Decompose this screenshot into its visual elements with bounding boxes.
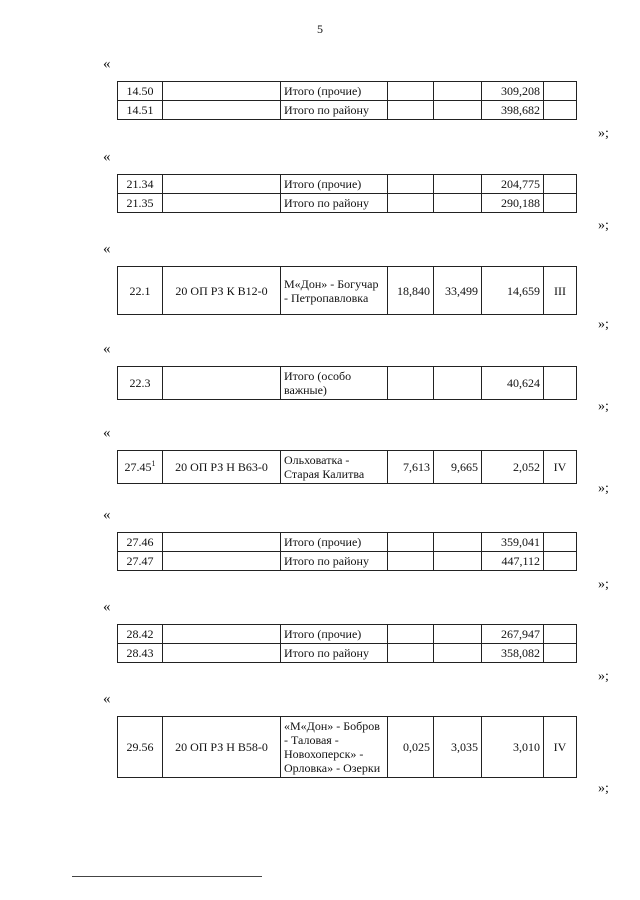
row-number-text: 21.34 <box>126 177 154 191</box>
road-name-text: Ольховатка - Старая Калитва <box>284 453 365 481</box>
value-length-text: 358,082 <box>501 646 540 660</box>
close-quote: »; <box>598 669 609 684</box>
value-end-text: 9,665 <box>451 460 478 474</box>
road-name <box>281 267 388 315</box>
road-category <box>544 533 577 552</box>
close-quote: »; <box>598 126 609 141</box>
open-quote: « <box>103 425 111 441</box>
table-row <box>118 533 577 552</box>
value-start <box>388 367 434 400</box>
value-start <box>388 552 434 571</box>
open-quote: « <box>103 691 111 707</box>
road-code-text: 20 ОП РЗ Н В58-0 <box>175 740 268 754</box>
road-table <box>117 716 577 778</box>
table-row <box>118 552 577 571</box>
open-quote: « <box>103 507 111 523</box>
road-name <box>281 175 388 194</box>
road-category <box>544 82 577 101</box>
road-name-text: Итого (прочие) <box>284 627 362 641</box>
page-number: 5 <box>317 22 323 36</box>
road-name <box>281 717 388 778</box>
table-row <box>118 644 577 663</box>
value-length-text: 3,010 <box>513 740 540 754</box>
row-number <box>118 451 163 484</box>
value-end <box>434 82 482 101</box>
value-length-text: 309,208 <box>501 84 540 98</box>
table-row <box>118 82 577 101</box>
value-length-text: 204,775 <box>501 177 540 191</box>
value-end <box>434 451 482 484</box>
row-number <box>118 82 163 101</box>
value-length <box>482 367 544 400</box>
road-code <box>163 267 281 315</box>
table-row <box>118 267 577 315</box>
row-number-text: 27.47 <box>126 554 154 568</box>
table-row <box>118 717 577 778</box>
open-quote: « <box>103 149 111 165</box>
value-end-text: 33,499 <box>445 283 478 298</box>
road-name-text: Итого по району <box>284 554 369 568</box>
table-row <box>118 194 577 213</box>
road-code <box>163 533 281 552</box>
table-row <box>118 175 577 194</box>
table-row <box>118 101 577 120</box>
road-name-text: Итого (прочие) <box>284 84 362 98</box>
road-category <box>544 194 577 213</box>
value-length <box>482 451 544 484</box>
value-end <box>434 194 482 213</box>
road-category <box>544 625 577 644</box>
value-start-text: 0,025 <box>403 740 430 754</box>
value-length <box>482 175 544 194</box>
value-length <box>482 533 544 552</box>
value-length-text: 2,052 <box>513 460 540 474</box>
road-name <box>281 552 388 571</box>
row-number-text: 14.51 <box>126 103 154 117</box>
row-number-text: 27.45 <box>124 460 152 474</box>
row-number-text: 14.50 <box>126 84 154 98</box>
row-number <box>118 552 163 571</box>
row-number-text: 21.35 <box>126 196 154 210</box>
table-row <box>118 367 577 400</box>
value-start <box>388 451 434 484</box>
road-code <box>163 552 281 571</box>
road-name <box>281 451 388 484</box>
value-end <box>434 625 482 644</box>
value-start-text: 18,840 <box>397 283 430 298</box>
road-name-text: Итого (прочие) <box>284 535 362 549</box>
road-name <box>281 533 388 552</box>
value-length <box>482 644 544 663</box>
road-code <box>163 101 281 120</box>
row-number-superscript: 1 <box>151 459 156 468</box>
value-length <box>482 82 544 101</box>
row-number <box>118 625 163 644</box>
value-start <box>388 175 434 194</box>
value-end <box>434 644 482 663</box>
road-code <box>163 82 281 101</box>
road-code-text: 20 ОП РЗ К В12-0 <box>175 283 268 298</box>
close-quote: »; <box>598 577 609 592</box>
value-length-text: 447,112 <box>501 554 540 568</box>
road-name-text: Итого (особо важные) <box>284 369 352 397</box>
close-quote: »; <box>598 781 609 796</box>
value-end <box>434 717 482 778</box>
value-length-text: 398,682 <box>501 103 540 117</box>
road-name-text: Итого по району <box>284 646 369 660</box>
road-category <box>544 552 577 571</box>
footer-rule <box>72 876 262 877</box>
value-start <box>388 194 434 213</box>
close-quote: »; <box>598 399 609 414</box>
value-end <box>434 552 482 571</box>
value-end <box>434 533 482 552</box>
road-code <box>163 625 281 644</box>
value-length <box>482 717 544 778</box>
close-quote: »; <box>598 218 609 233</box>
row-number <box>118 267 163 315</box>
road-table <box>117 174 577 213</box>
value-start <box>388 533 434 552</box>
value-end <box>434 175 482 194</box>
road-category <box>544 267 577 315</box>
road-category <box>544 101 577 120</box>
value-length <box>482 625 544 644</box>
road-name <box>281 644 388 663</box>
road-table <box>117 81 577 120</box>
open-quote: « <box>103 241 111 257</box>
row-number-text: 28.43 <box>126 646 154 660</box>
open-quote: « <box>103 341 111 357</box>
row-number <box>118 644 163 663</box>
value-length-text: 267,947 <box>501 627 540 641</box>
value-end <box>434 267 482 315</box>
road-category-text: IV <box>553 740 567 754</box>
close-quote: »; <box>598 317 609 332</box>
row-number-text: 22.3 <box>129 376 151 390</box>
row-number <box>118 533 163 552</box>
road-code <box>163 717 281 778</box>
value-length-text: 359,041 <box>501 535 540 549</box>
road-category <box>544 644 577 663</box>
road-category-text: III <box>554 283 566 298</box>
road-table <box>117 624 577 663</box>
value-start <box>388 82 434 101</box>
road-category <box>544 717 577 778</box>
value-length <box>482 101 544 120</box>
road-category-text: IV <box>553 460 567 474</box>
row-number <box>118 101 163 120</box>
value-end-text: 3,035 <box>451 740 478 754</box>
value-length-text: 290,188 <box>501 196 540 210</box>
value-end <box>434 367 482 400</box>
value-start <box>388 625 434 644</box>
open-quote: « <box>103 599 111 615</box>
value-start <box>388 101 434 120</box>
value-length <box>482 267 544 315</box>
road-code <box>163 451 281 484</box>
road-category <box>544 367 577 400</box>
road-name-text: «М«Дон» - Бобров - Таловая - Новохоперск» - Орловка» - Озерки <box>284 719 381 775</box>
value-start <box>388 267 434 315</box>
value-start <box>388 717 434 778</box>
road-name-text: Итого по району <box>284 196 369 210</box>
road-code <box>163 367 281 400</box>
value-length <box>482 194 544 213</box>
row-number-text: 22.1 <box>129 283 151 298</box>
row-number <box>118 367 163 400</box>
row-number-text: 28.42 <box>126 627 154 641</box>
road-table <box>117 266 577 315</box>
row-number-text: 29.56 <box>126 740 154 754</box>
road-code-text: 20 ОП РЗ Н В63-0 <box>175 460 268 474</box>
road-name <box>281 194 388 213</box>
road-name-text: М«Дон» - Богучар - Петропавловка <box>284 276 379 305</box>
road-category <box>544 175 577 194</box>
road-code <box>163 644 281 663</box>
road-name-text: Итого по району <box>284 103 369 117</box>
value-length-text: 40,624 <box>507 376 540 390</box>
road-name <box>281 101 388 120</box>
road-code <box>163 175 281 194</box>
value-length-text: 14,659 <box>507 283 540 298</box>
row-number <box>118 717 163 778</box>
value-start <box>388 644 434 663</box>
value-start-text: 7,613 <box>403 460 430 474</box>
road-table <box>117 450 577 484</box>
road-name <box>281 82 388 101</box>
row-number-text: 27.46 <box>126 535 154 549</box>
road-table <box>117 366 577 400</box>
row-number <box>118 175 163 194</box>
road-table <box>117 532 577 571</box>
close-quote: »; <box>598 481 609 496</box>
table-row <box>118 451 577 484</box>
road-name <box>281 367 388 400</box>
road-name <box>281 625 388 644</box>
row-number <box>118 194 163 213</box>
road-category <box>544 451 577 484</box>
road-name-text: Итого (прочие) <box>284 177 362 191</box>
table-row <box>118 625 577 644</box>
value-end <box>434 101 482 120</box>
value-length <box>482 552 544 571</box>
road-code <box>163 194 281 213</box>
open-quote: « <box>103 56 111 72</box>
